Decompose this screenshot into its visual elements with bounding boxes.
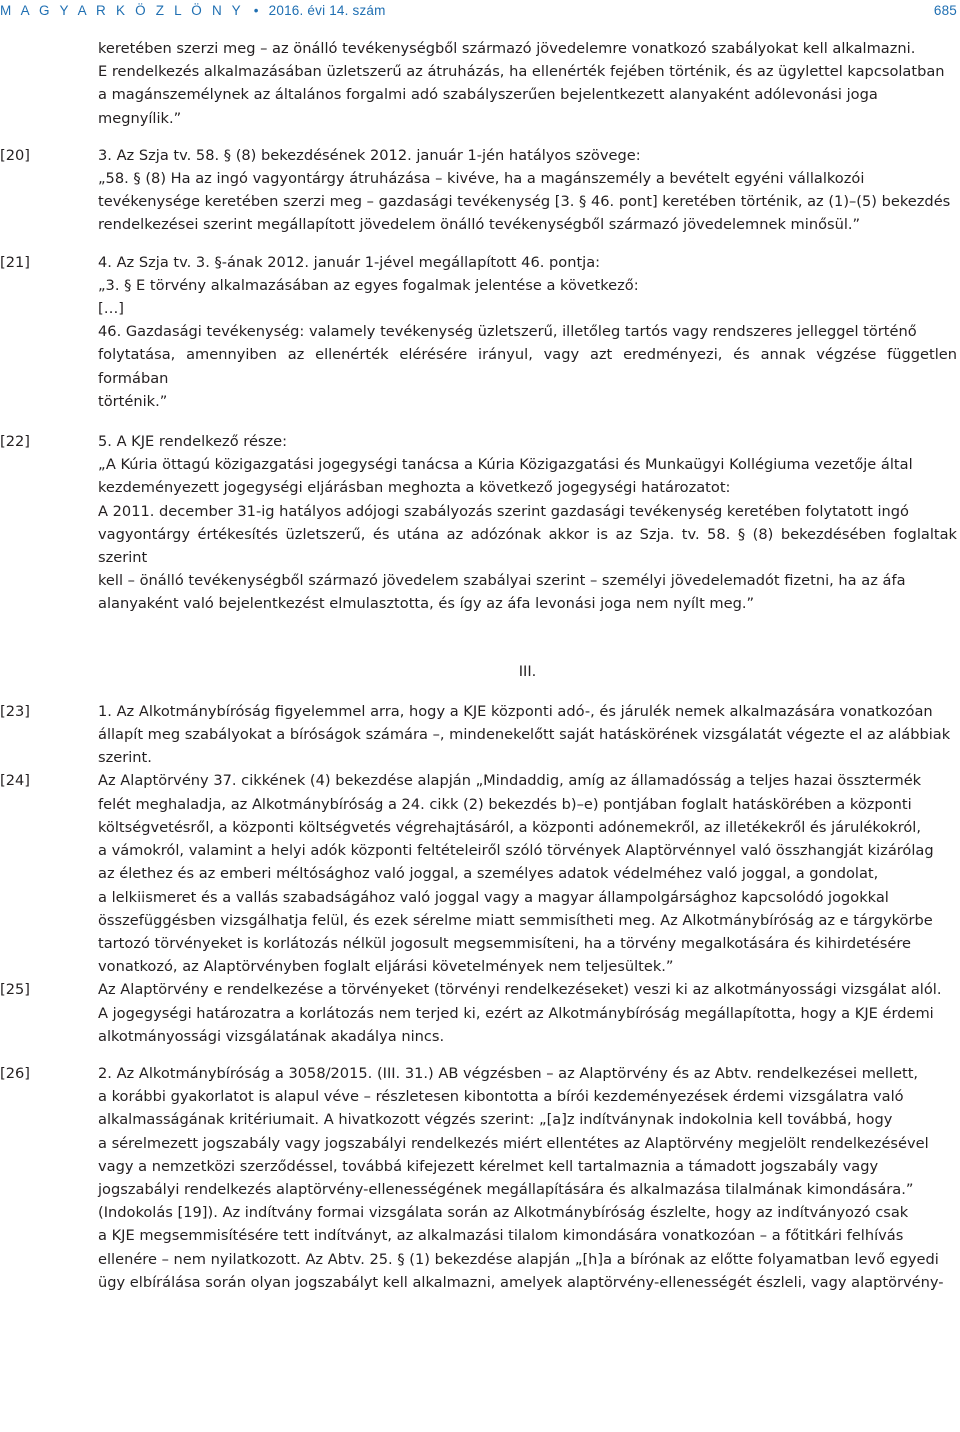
text-line: 46. Gazdasági tevékenység: valamely tevékenység üzletszerű, illetőleg tartós vagy rendszeres jelleggel történő (98, 323, 917, 341)
text-line: E rendelkezés alkalmazásában üzletszerű az átruházás, ha ellenérték fejében történik, és az ügylettel kapcsolatban (98, 63, 945, 81)
page-number: 685 (933, 3, 957, 18)
text-line: a vámokról, valamint a helyi adók központi feltételeiről szóló törvények Alaptörvénnyel való összhangját kizárólag (98, 842, 934, 860)
text-line: kell – önálló tevékenységből származó jövedelem szabályai szerint – személyi jövedelemadót fizetni, ha az áfa (98, 572, 906, 590)
text-line: ellenére – nem nyilatkozott. Az Abtv. 25. § (1) bekezdése alapján „[h]a a bírónak az előtte folyamatban levő egyedi (98, 1250, 939, 1268)
text-line: keretében szerzi meg – az önálló tevékenységből származó jövedelemre vonatkozó szabályokat kell alkalmazni. (98, 40, 916, 57)
paragraph-24 (0, 769, 960, 978)
text-line: alkalmasságának kritériumait. A hivatkozott végzés szerint: „[a]z indítványnak indokolnia kell továbbá, hogy (98, 1111, 893, 1129)
text-line: állapít meg szabályokat a bíróságok számára –, mindenekelőtt saját hatáskörének vizsgálatát végezte el az alábbiak (98, 726, 951, 744)
text-line: vagy a nemzetközi szerződéssel, továbbá kifejezett kérelmet kell tartalmaznia a támadott jogszabály vagy (98, 1157, 879, 1175)
text-line: tevékenysége keretében szerzi meg – gazdasági tevékenység [3. § 46. pont] keretében történik, az (1)–(5) bekezdés (98, 193, 951, 211)
text-line: a korábbi gyakorlatot is alapul véve – részletesen kibontotta a bírói kezdeményezések érdemi vizsgálatra való (98, 1088, 904, 1106)
text-line: „3. § E törvény alkalmazásában az egyes fogalmak jelentése a következő: (98, 276, 639, 294)
text-line: vagyontárgy értékesítés üzletszerű, és utána az adózónak akkor is az Szja. tv. 58. § (8) bekezdésében foglaltak szerint (98, 525, 957, 567)
paragraph-20 (0, 144, 960, 237)
paragraph-number: [24] (0, 772, 30, 790)
text-line: a sérelmezett jogszabály vagy jogszabályi rendelkezés miért ellentétes az Alaptörvény megjelölt rendelkezésével (98, 1134, 929, 1152)
paragraph-21 (0, 251, 960, 413)
paragraph-25 (0, 978, 960, 1048)
text-line: folytatása, amennyiben az ellenérték elérésére irányul, vagy azt eredményezi, és annak végzése független formában (98, 346, 957, 387)
text-line: történik.” (98, 392, 168, 410)
text-line: tartozó törvényeket is korlátozás nélkül jogosult megsemmisíteni, ha a törvény megalkotására és kihirdetésére (98, 934, 912, 952)
text-line: kezdeményezett jogegységi eljárásban meghozta a következő jogegységi határozatot: (98, 479, 731, 497)
text-line: alkotmányossági vizsgálatának akadálya nincs. (98, 1027, 445, 1045)
text-line: „58. § (8) Ha az ingó vagyontárgy átruházása – kivéve, ha a magánszemély a bevételt egyéni vállalkozói (98, 170, 865, 188)
text-line: vonatkozó, az Alaptörvényben foglalt eljárási követelmények nem teljesültek.” (98, 958, 674, 976)
paragraph-number: [23] (0, 702, 30, 720)
paragraph-number: [22] (0, 433, 30, 451)
text-line: ügy elbírálása során olyan jogszabályt kell alkalmazni, amelyek alaptörvény-ellenességét észleli, vagy alaptörvény- (98, 1273, 944, 1291)
text-line: 1. Az Alkotmánybíróság figyelemmel arra, hogy a KJE központi adó-, és járulék nemek alkalmazására vonatkozóan (98, 702, 933, 720)
header-bullet: • (253, 3, 259, 18)
paragraph-continuation (0, 37, 960, 130)
issue-label: 2016. évi 14. szám (268, 3, 386, 18)
text-line: Az Alaptörvény e rendelkezése a törvényeket (törvényi rendelkezéseket) veszi ki az alkotmányossági vizsgálat alól. (98, 981, 942, 999)
text-line: a KJE megsemmisítésére tett indítványt, az alkalmazási tilalom kimondására vonatkozóan – a főtitkári felhívás (98, 1227, 904, 1245)
text-line: „A Kúria öttagú közigazgatási jogegységi tanácsa a Kúria Közigazgatási és Munkaügyi Kollégiuma vezetője által (98, 456, 913, 474)
paragraph-22 (0, 430, 960, 616)
text-line: szerint. (98, 749, 152, 767)
text-line: a magánszemélynek az általános forgalmi adó szabályszerűen bejelentkezett alanyaként adólevonási joga (98, 86, 878, 104)
text-line: költségvetésről, a központi költségvetés végrehajtásáról, a központi adónemekről, az illetékekről és járulékokról, (98, 818, 922, 836)
paragraph-number: [25] (0, 981, 30, 999)
document-body (0, 37, 960, 1294)
running-header (0, 0, 960, 22)
text-line: 5. A KJE rendelkező része: (98, 433, 288, 451)
paragraph-26 (0, 1062, 960, 1294)
paragraph-number: [21] (0, 253, 30, 271)
text-line: 2. Az Alkotmánybíróság a 3058/2015. (III. 31.) AB végzésben – az Alaptörvény és az Abtv. rendelkezései mellett, (98, 1064, 919, 1082)
text-line: az élethez és az emberi méltósághoz való joggal, a személyes adatok védelméhez való joggal, a gondolat, (98, 865, 879, 883)
text-line: (Indokolás [19]). Az indítvány formai vizsgálata során az Alkotmánybíróság észlelte, hogy az indítványozó csak (98, 1204, 909, 1222)
text-line: 4. Az Szja tv. 3. §-ának 2012. január 1-jével megállapított 46. pontja: (98, 253, 601, 271)
paragraph-number: [20] (0, 146, 30, 164)
text-line: alanyaként való bejelentkezést elmulasztotta, és így az áfa levonási joga nem nyílt meg.” (98, 595, 755, 613)
text-line: […] (98, 300, 124, 318)
text-line: felét meghaladja, az Alkotmánybíróság a 24. cikk (2) bekezdés b)–e) pontjában foglalt hatáskörében a központi (98, 795, 912, 813)
header-left (0, 3, 386, 18)
text-line: összefüggésben vizsgálhatja felül, és ezek sérelme miatt semmisítheti meg. Az Alkotmánybíróság az e tárgykörbe (98, 911, 933, 929)
paragraph-23 (0, 700, 960, 770)
text-line: Az Alaptörvény 37. cikkének (4) bekezdése alapján „Mindaddig, amíg az államadósság a teljes hazai össztermék (98, 772, 922, 790)
text-line: 3. Az Szja tv. 58. § (8) bekezdésének 2012. január 1-jén hatályos szövege: (98, 146, 641, 164)
text-line: rendelkezései szerint megállapított jövedelem önálló tevékenységből származó jövedelemnek minősül.” (98, 216, 861, 234)
text-line: A 2011. december 31-ig hatályos adójogi szabályozás szerint gazdasági tevékenység keretében folytatott ingó (98, 502, 909, 520)
text-line: a lelkiismeret és a vallás szabadságához való joggal vagy a magyar állampolgársághoz kapcsolódó jogokkal (98, 888, 889, 906)
paragraph-number: [26] (0, 1064, 30, 1082)
text-line: A jogegységi határozatra a korlátozás nem terjed ki, ezért az Alkotmánybíróság megállapította, hogy a KJE érdemi (98, 1004, 934, 1022)
section-heading: III. (518, 662, 537, 680)
text-line: jogszabályi rendelkezés alaptörvény-ellenességének megállapítására és alkalmazása tilalmának kimondására.” (98, 1180, 914, 1198)
text-line: megnyílik.” (98, 109, 182, 127)
journal-title: M A G Y A R K Ö Z L Ö N Y (0, 3, 244, 18)
